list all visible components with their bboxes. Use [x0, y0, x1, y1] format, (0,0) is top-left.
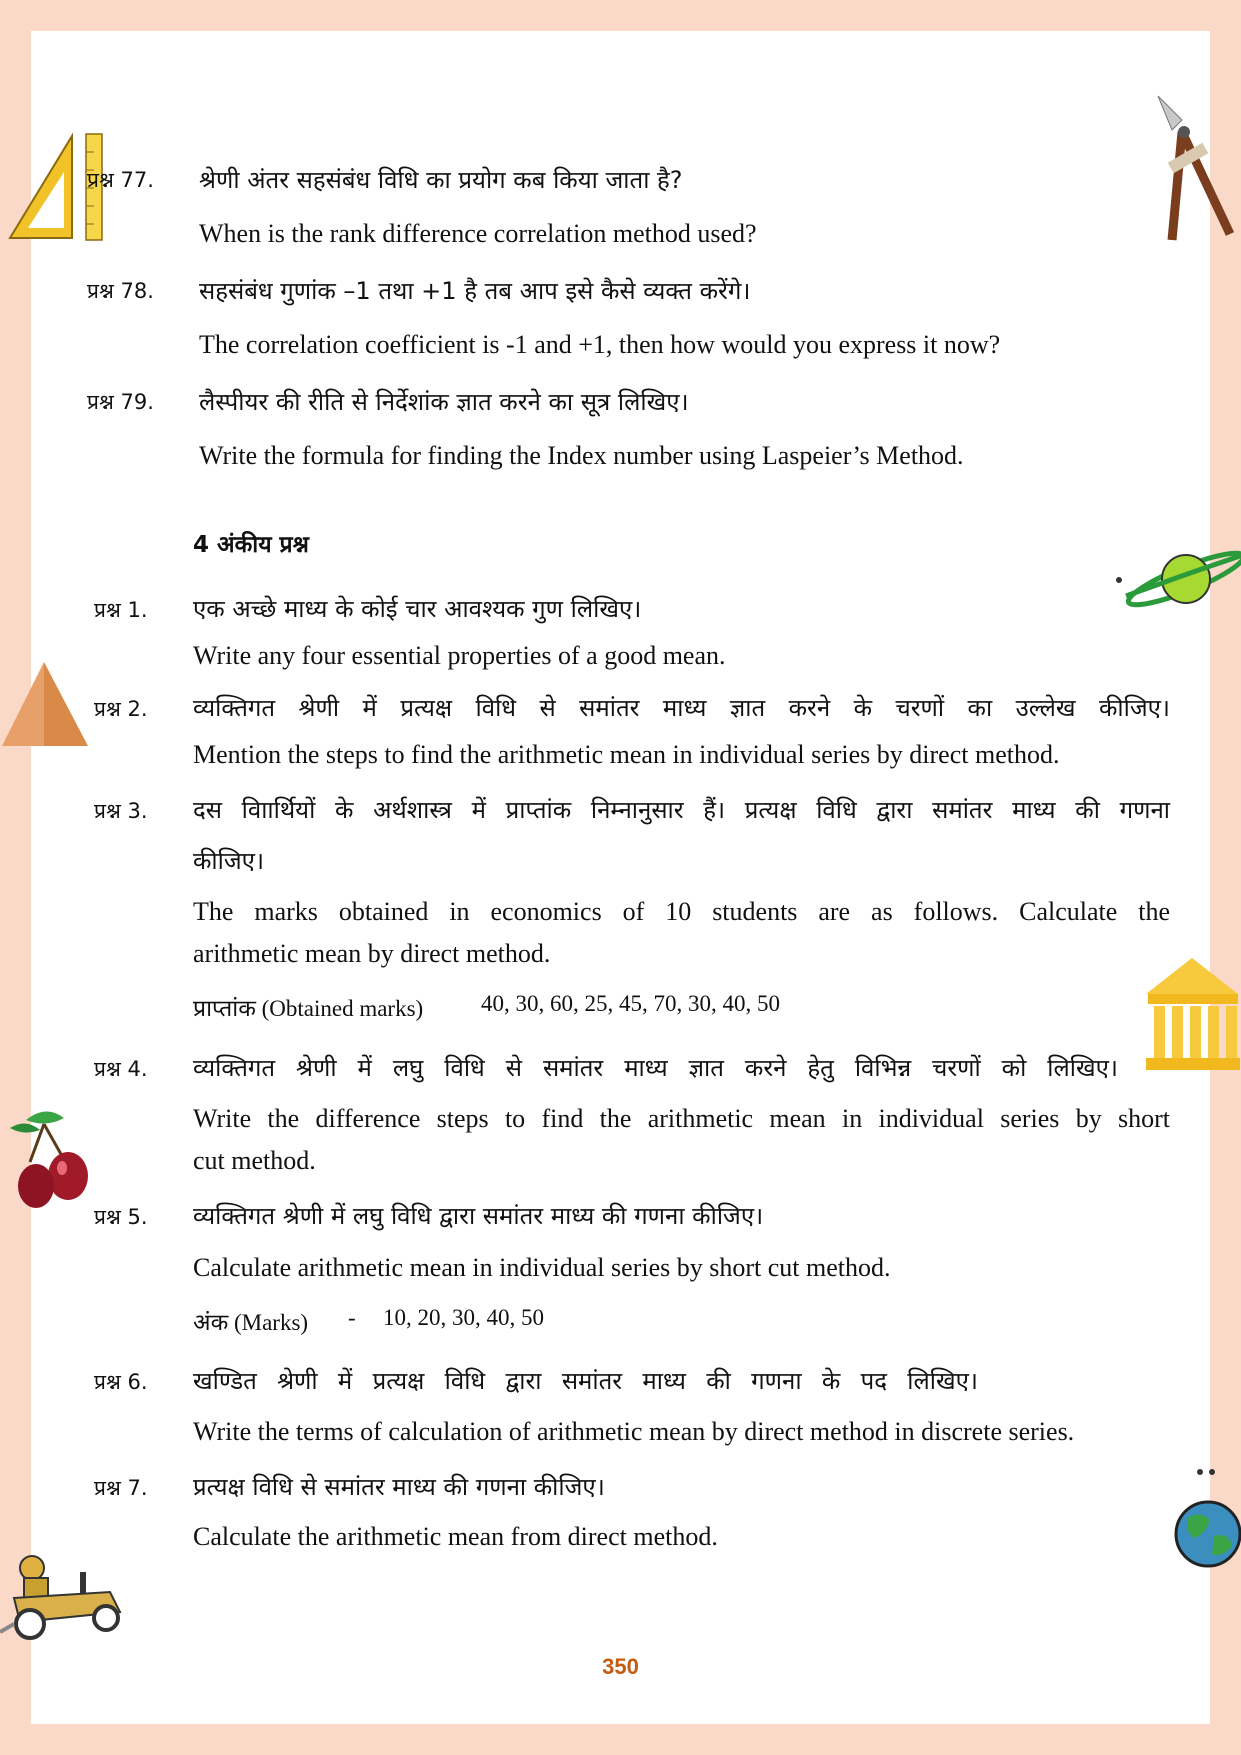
question-4-number: प्रश्न 4. — [94, 1057, 148, 1081]
question-4-hindi: व्यक्तिगत श्रेणी में लघु विधि से समांतर माध्य ज्ञात करने हेतु विभिन्न चरणों को लिखिए। — [193, 1054, 1118, 1082]
question-5-hindi: व्यक्तिगत श्रेणी में लघु विधि द्वारा समांतर माध्य की गणना कीजिए। — [193, 1202, 764, 1230]
question-77-number: प्रश्न 77. — [87, 168, 154, 192]
question-6-hindi: खण्डित श्रेणी में प्रत्यक्ष विधि द्वारा समांतर माध्य की गणना के पद लिखिए। — [193, 1367, 978, 1395]
question-77-hindi: श्रेणी अंतर सहसंबंध विधि का प्रयोग कब किया जाता है? — [199, 166, 683, 194]
question-2-number: प्रश्न 2. — [94, 697, 148, 721]
question-3-english-line2: arithmetic mean by direct method. — [193, 939, 551, 968]
compass-icon — [1152, 92, 1238, 244]
question-2-hindi: व्यक्तिगत श्रेणी में प्रत्यक्ष विधि से समांतर माध्य ज्ञात करने के चरणों का उल्लेख कीजिए। — [193, 694, 1170, 722]
question-5-data-separator: - — [348, 1305, 356, 1330]
question-1-english: Write any four essential properties of a good mean. — [193, 641, 726, 670]
question-3-hindi-line1: दस विाार्थियों के अर्थशास्त्र में प्राप्तांक निम्नानुसार हैं। प्रत्यक्ष विधि द्वारा समांतर माध्य की गणना — [193, 796, 1170, 824]
question-5-data-label: अंक (Marks) — [193, 1310, 309, 1335]
question-78-hindi: सहसंबंध गुणांक –1 तथा +1 है तब आप इसे कैसे व्यक्त करेंगे। — [199, 277, 751, 305]
question-3-hindi-line2: कीजिए। — [193, 847, 265, 875]
question-7-hindi: प्रत्यक्ष विधि से समांतर माध्य की गणना कीजिए। — [193, 1473, 605, 1501]
question-3-data-label: प्राप्तांक (Obtained marks) — [193, 996, 424, 1021]
question-2-english: Mention the steps to find the arithmetic mean in individual series by direct method. — [193, 740, 1060, 769]
question-79-english: Write the formula for finding the Index number using Laspeier’s Method. — [199, 441, 964, 470]
question-77-english: When is the rank difference correlation method used? — [199, 219, 757, 248]
pyramid-icon — [0, 660, 92, 750]
vehicle-icon — [0, 1532, 128, 1642]
question-5-english: Calculate arithmetic mean in individual series by short cut method. — [193, 1253, 891, 1282]
question-3-english-line1: The marks obtained in economics of 10 students are as follows. Calculate the — [193, 897, 1170, 926]
question-4-english-line2: cut method. — [193, 1146, 316, 1175]
question-7-number: प्रश्न 7. — [94, 1476, 148, 1500]
question-6-number: प्रश्न 6. — [94, 1370, 148, 1394]
question-7-english: Calculate the arithmetic mean from direct method. — [193, 1522, 718, 1551]
question-78-english: The correlation coefficient is -1 and +1, then how would you express it now? — [199, 330, 1001, 359]
planet-icon — [1116, 544, 1241, 614]
question-78-number: प्रश्न 78. — [87, 279, 154, 303]
question-79-number: प्रश्न 79. — [87, 390, 154, 414]
cherries-icon — [6, 1104, 90, 1210]
question-5-number: प्रश्न 5. — [94, 1205, 148, 1229]
section-heading: 4 अंकीय प्रश्न — [193, 532, 309, 558]
temple-icon — [1142, 956, 1241, 1074]
globe-icon — [1170, 1466, 1241, 1572]
question-3-data-values: 40, 30, 60, 25, 45, 70, 30, 40, 50 — [481, 991, 780, 1016]
question-3-number: प्रश्न 3. — [94, 799, 148, 823]
page-number: 350 — [602, 1654, 639, 1679]
question-79-hindi: लैस्पीयर की रीति से निर्देशांक ज्ञात करने का सूत्र लिखिए। — [199, 388, 689, 416]
question-6-english: Write the terms of calculation of arithmetic mean by direct method in discrete series. — [193, 1417, 1075, 1446]
question-4-english-line1: Write the difference steps to find the arithmetic mean in individual series by short — [193, 1104, 1170, 1133]
question-1-hindi: एक अच्छे माध्य के कोई चार आवश्यक गुण लिखिए। — [193, 595, 642, 623]
question-1-number: प्रश्न 1. — [94, 598, 148, 622]
question-5-data-values: 10, 20, 30, 40, 50 — [383, 1305, 544, 1330]
